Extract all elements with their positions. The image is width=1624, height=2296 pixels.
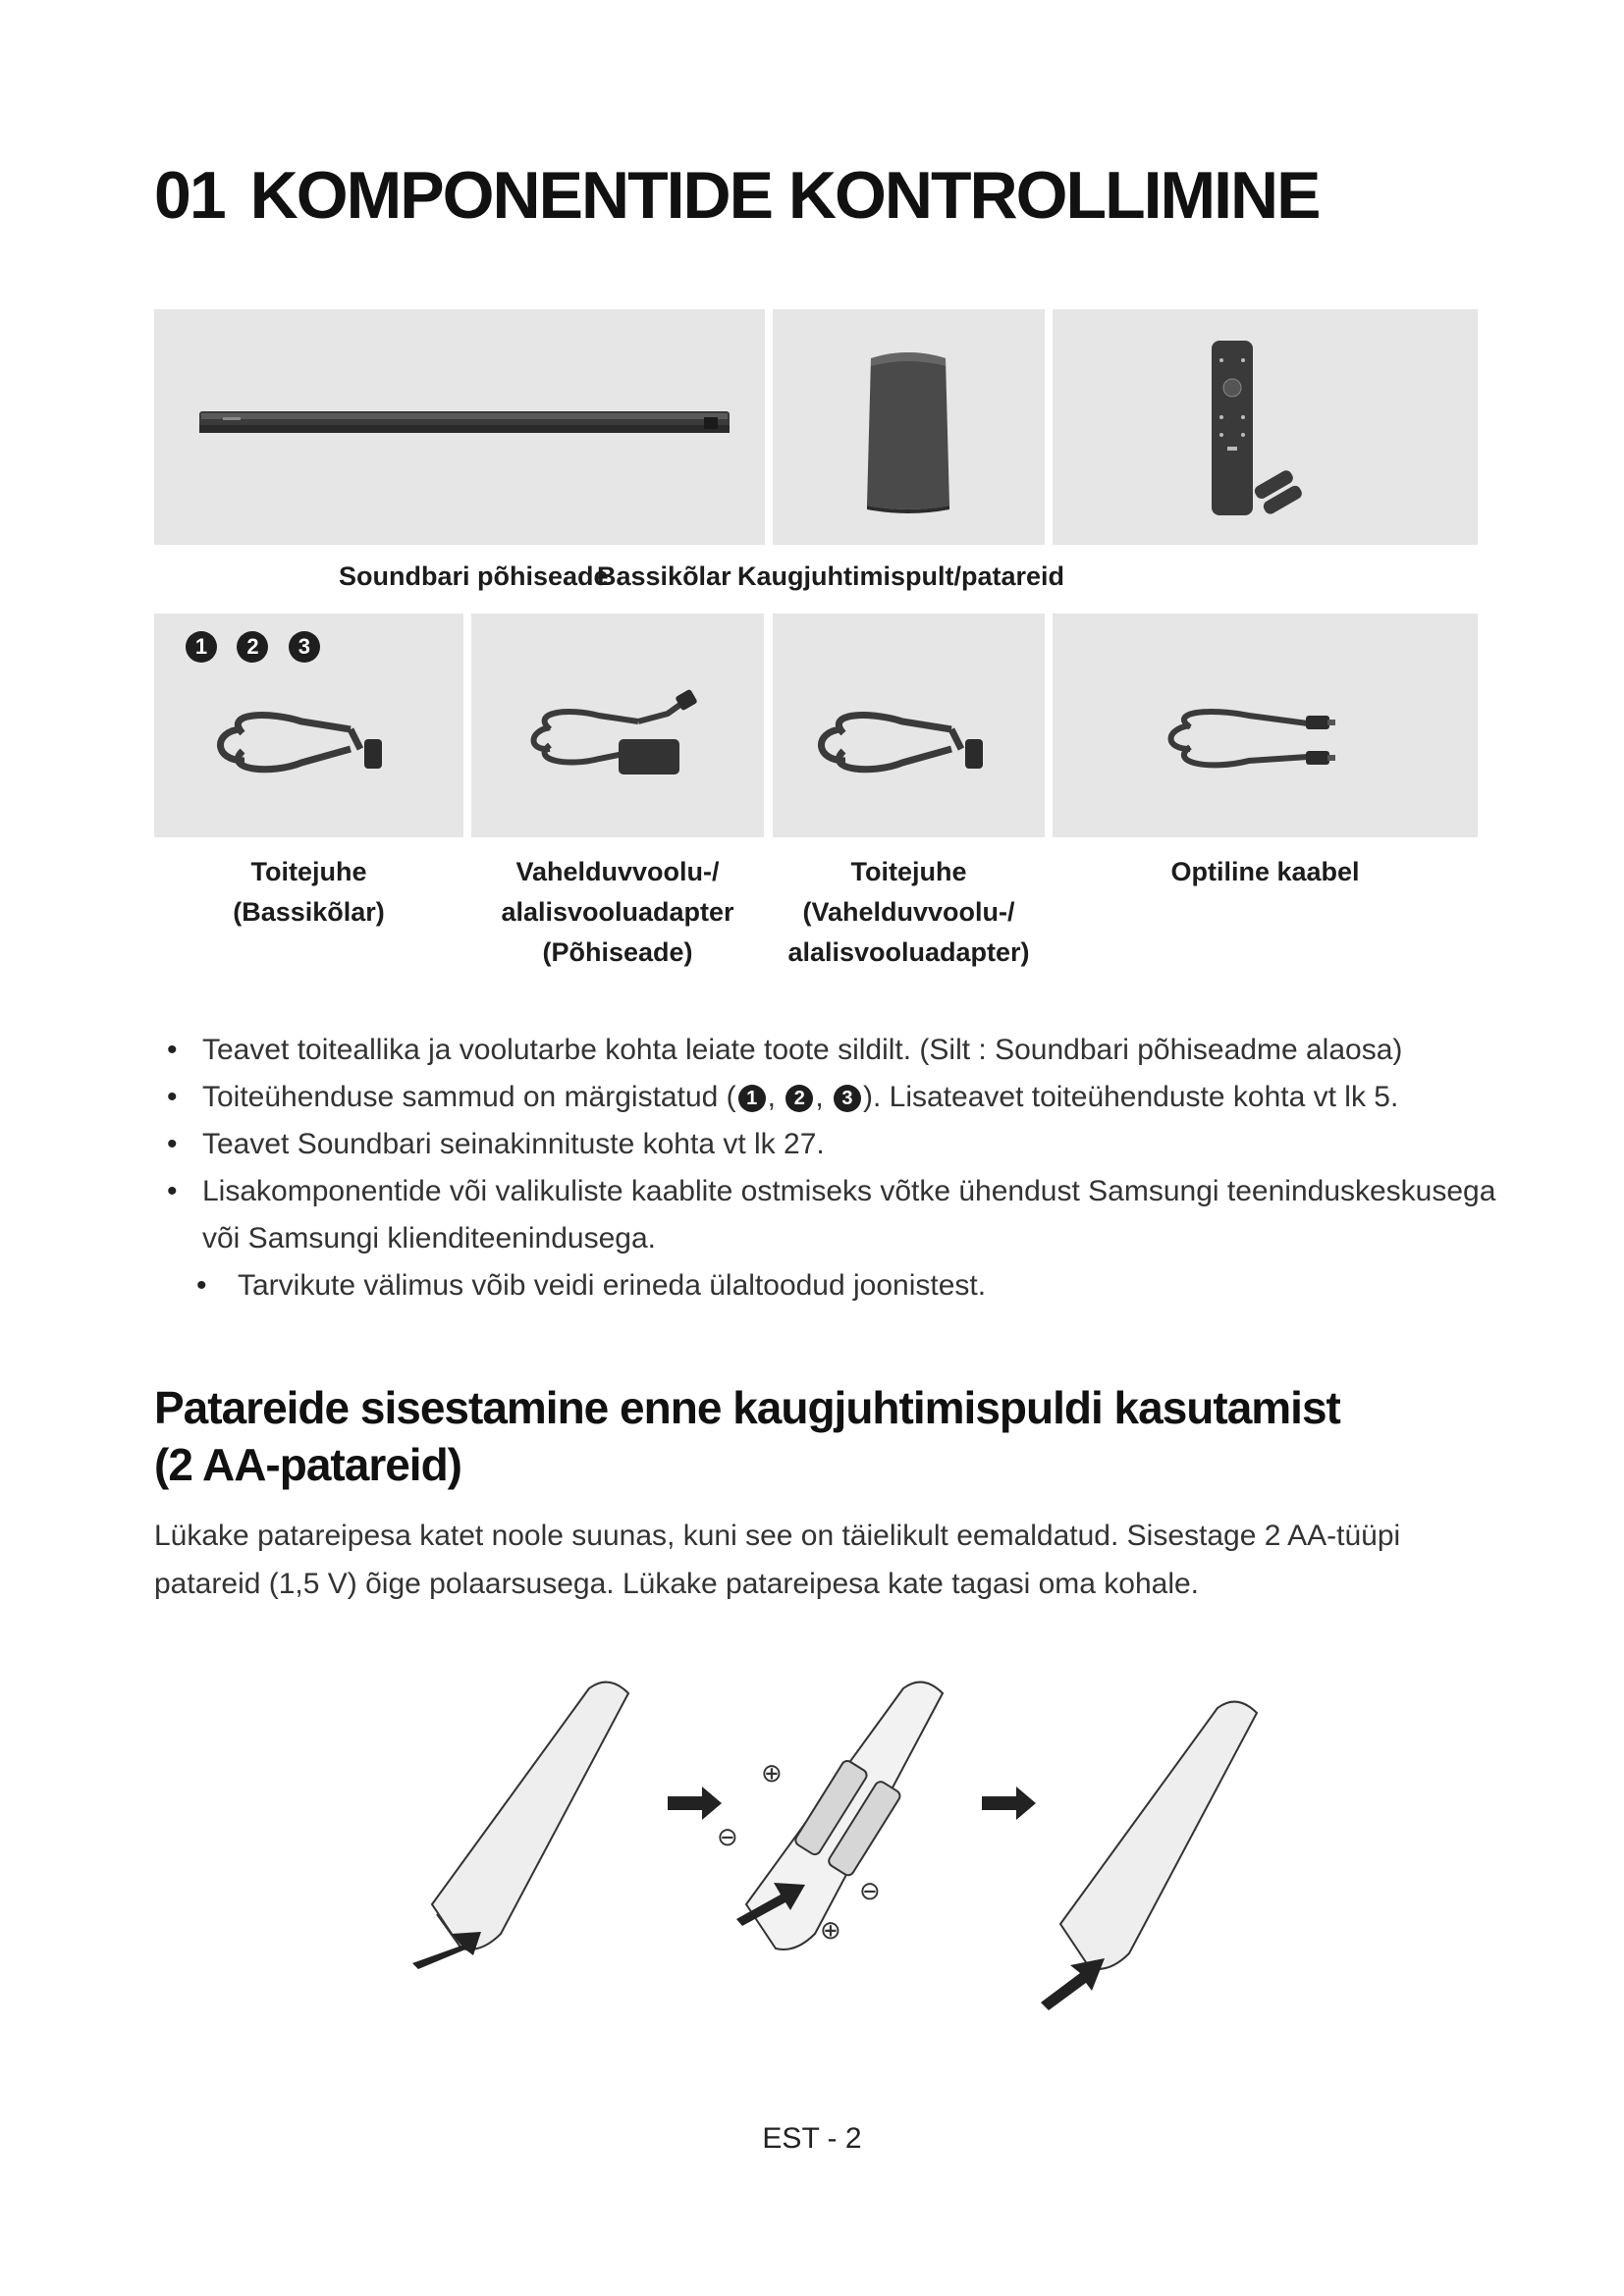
remote-closed-image	[432, 1682, 628, 1949]
remote-panel	[1053, 309, 1478, 545]
soundbar-panel	[154, 309, 765, 545]
note-text: või Samsungi klienditeenindusega.	[202, 1222, 656, 1255]
notes-list	[157, 1027, 1512, 1309]
power-cord-adapter-panel	[773, 614, 1045, 837]
row1-captions	[0, 561, 1624, 601]
adapter-panel	[471, 614, 764, 837]
page-number: EST - 2	[762, 2122, 862, 2155]
step-marker-1: 1	[738, 1085, 766, 1112]
ac-dc-adapter-image	[471, 614, 764, 837]
power-cord-sub-panel	[154, 614, 463, 837]
section-title-line: Patareide sisestamine enne kaugjuhtimispuldi kasutamist	[154, 1382, 1340, 1433]
step-marker-2: 2	[237, 631, 268, 663]
note-text: Tarvikute välimus võib veidi erineda ülaltoodud joonistest.	[238, 1269, 987, 1302]
instruction-text: patareid (1,5 V) õige polaarsusega. Lükake patareipesa kate tagasi oma kohale.	[154, 1568, 1200, 1600]
subwoofer-image	[773, 309, 1045, 545]
chapter-title: KOMPONENTIDE KONTROLLIMINE	[249, 158, 1320, 233]
step-marker-1: 1	[186, 631, 217, 663]
step-marker-3: 3	[834, 1085, 861, 1112]
plus-symbol: ⊕	[820, 1916, 841, 1946]
caption-soundbar: Soundbari põhiseade	[339, 561, 609, 591]
caption-power-cord-adapter	[773, 852, 1045, 973]
note-text: Lisakomponentide või valikuliste kaablite ostmiseks võtke ühendust Samsungi teeninduskeskusega	[202, 1175, 1496, 1207]
caption-line: Optiline kaabel	[1170, 857, 1360, 886]
instruction-text: Lükake patareipesa katet noole suunas, kuni see on täielikult eemaldatud. Sisestage 2 AA-tüüpi	[154, 1520, 1401, 1552]
note-text: Toiteühenduse sammud on märgistatud (	[202, 1081, 736, 1113]
plus-symbol: ⊕	[761, 1759, 783, 1789]
step-arrow-icon	[982, 1787, 1036, 1820]
optical-cable-panel	[1053, 614, 1478, 837]
caption-power-cord-sub	[154, 852, 463, 933]
step-arrow-icon	[668, 1787, 722, 1820]
note-item	[157, 1121, 1512, 1168]
page-title	[154, 157, 1320, 234]
note-text: Teavet toiteallika ja voolutarbe kohta leiate toote sildilt. (Silt : Soundbari põhiseadme alaosa)	[202, 1034, 1403, 1066]
caption-line: (Põhiseade)	[542, 937, 693, 967]
slide-arrow-icon	[1041, 1958, 1105, 2010]
caption-line: alalisvooluadapter)	[787, 937, 1030, 967]
battery-insertion-illustration	[393, 1669, 1276, 2022]
caption-line: (Bassikõlar)	[233, 897, 385, 927]
caption-subwoofer: Bassikõlar	[597, 561, 731, 591]
section-title-line: (2 AA-patareid)	[154, 1439, 461, 1490]
note-item	[157, 1262, 1512, 1309]
soundbar-image	[154, 309, 765, 545]
section-title	[154, 1379, 1340, 1493]
power-cord-image	[154, 614, 463, 837]
note-item	[157, 1027, 1512, 1074]
chapter-number: 01	[154, 158, 225, 233]
caption-remote: Kaugjuhtimispult/patareid	[737, 561, 1065, 591]
note-text: ). Lisateavet toiteühenduste kohta vt lk 5.	[862, 1081, 1399, 1113]
step-marker-2: 2	[785, 1085, 813, 1112]
remote-batteries-image	[1053, 309, 1478, 545]
minus-symbol: ⊖	[717, 1823, 738, 1852]
minus-symbol: ⊖	[859, 1877, 881, 1906]
remote-closed-image	[1060, 1702, 1257, 1969]
caption-line: Vahelduvvoolu-/	[515, 857, 720, 886]
subwoofer-panel	[773, 309, 1045, 545]
caption-line: Toitejuhe	[250, 857, 367, 886]
remote-open-image	[736, 1682, 943, 1949]
optical-cable-image	[1053, 614, 1478, 837]
note-text: Teavet Soundbari seinakinnituste kohta vt lk 27.	[202, 1128, 825, 1160]
caption-line: Toitejuhe	[850, 857, 967, 886]
separator: ,	[815, 1081, 832, 1113]
slide-arrow-icon	[412, 1932, 481, 1969]
power-cord-image-2	[773, 614, 1045, 837]
caption-line: alalisvooluadapter	[501, 897, 734, 927]
caption-adapter	[471, 852, 764, 973]
caption-line: (Vahelduvvoolu-/	[802, 897, 1015, 927]
battery-instructions	[154, 1512, 1489, 1608]
separator: ,	[767, 1081, 785, 1113]
caption-optical-cable	[1053, 852, 1478, 892]
step-marker-3: 3	[289, 631, 320, 663]
note-item	[157, 1168, 1512, 1262]
note-item	[157, 1074, 1512, 1121]
